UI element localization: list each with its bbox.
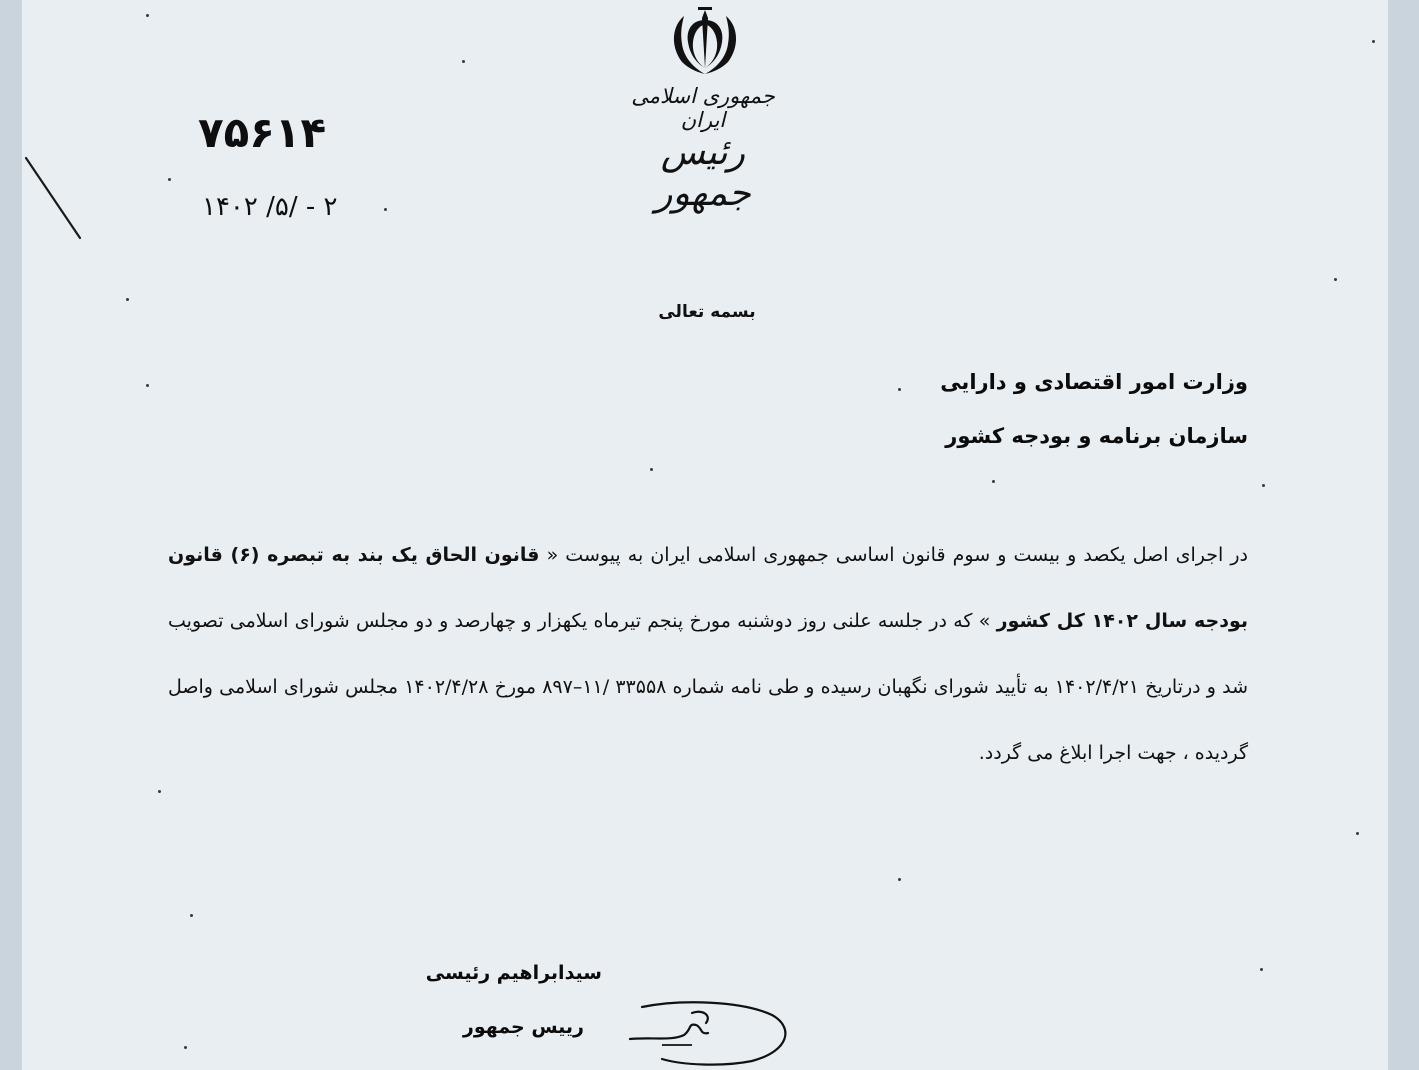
body-intro: در اجرای اصل یکصد و بیست و سوم قانون اساسی جمهوری اسلامی ایران به پیوست «: [546, 544, 1249, 566]
handwritten-signature: [622, 995, 802, 1070]
signatory-title: رییس جمهور: [462, 1016, 584, 1038]
letterhead-office: رئیس جمهور: [655, 132, 751, 214]
scan-speck: [1260, 968, 1263, 971]
law-title: قانون الحاق یک بند به تبصره (۶) قانون بودجه سال ۱۴۰۲ کل کشور: [168, 544, 1248, 632]
scan-speck: [1262, 484, 1265, 487]
scan-speck: [190, 914, 193, 917]
reference-date: ۱۴۰۲ /۵/ - ۲: [202, 192, 338, 222]
scan-speck: [1372, 40, 1375, 43]
invocation-heading: بسمه تعالی: [658, 302, 756, 322]
scan-speck: [158, 790, 161, 793]
letter-body: [168, 522, 1248, 786]
pen-stroke-mark: [22, 150, 92, 250]
reference-number: ۷۵۶۱۴: [198, 108, 327, 157]
signatory-name: سیدابراهیم رئیسی: [425, 962, 602, 984]
scan-speck: [462, 60, 465, 63]
letterhead-country: جمهوری اسلامی ایران: [631, 84, 775, 132]
iran-emblem-icon: [662, 6, 748, 76]
scan-speck: [126, 298, 129, 301]
addressee-ministry-economy: وزارت امور اقتصادی و دارایی: [940, 370, 1248, 394]
scan-speck: [650, 468, 653, 471]
scan-speck: [992, 480, 995, 483]
scan-speck: [384, 208, 387, 211]
scan-speck: [184, 1046, 187, 1049]
scan-speck: [146, 14, 149, 17]
scan-speck: [146, 384, 149, 387]
addressee-plan-budget-org: سازمان برنامه و بودجه کشور: [945, 424, 1248, 448]
scan-speck: [168, 178, 171, 181]
scan-speck: [1334, 278, 1337, 281]
body-details: » که در جلسه علنی روز دوشنبه مورخ پنجم تیرماه یکهزار و چهارصد و دو مجلس شورای اسلامی تصویب شد و درتاریخ ۱۴۰۲/۴/۲۱ به تأیید شورای نگهبان رسیده و طی نامه شماره ۳۳۵۵۸ /۱۱–۸۹۷ مورخ ۱۴۰۲/۴/۲۸ مجلس شورای اسلامی واصل گردیده ، جهت اجرا ابلاغ می گردد.: [168, 610, 1249, 764]
scan-speck: [898, 878, 901, 881]
scan-speck: [1356, 832, 1359, 835]
letter-sheet: [22, 0, 1388, 1070]
